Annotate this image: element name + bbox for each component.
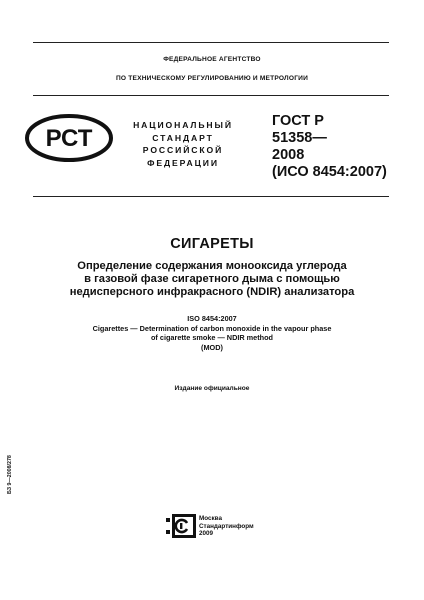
side-code: БЗ 9—2008/278 (7, 455, 13, 494)
gost-line-1: ГОСТ Р (272, 113, 324, 129)
national-line-1: НАЦИОНАЛЬНЫЙ (133, 120, 233, 130)
publisher-info (199, 515, 269, 538)
document-title: СИГАРЕТЫ (170, 236, 254, 252)
header-rule (33, 95, 389, 96)
publisher-name: Стандартинформ (199, 522, 254, 530)
gost-designation (272, 113, 417, 181)
gost-r-certification-mark-icon (24, 113, 114, 163)
standard-rule (33, 196, 389, 197)
national-line-3: РОССИЙСКОЙ (142, 145, 224, 155)
document-subtitle (40, 260, 384, 299)
gost-line-4: (ИСО 8454:2007) (272, 164, 387, 180)
iso-line-2: of cigarette smoke — NDIR method (150, 333, 274, 343)
standartinform-logo-icon (166, 514, 196, 538)
agency-line-2: ПО ТЕХНИЧЕСКОМУ РЕГУЛИРОВАНИЮ И МЕТРОЛОГИИ (115, 75, 309, 82)
logo-glyph: РСТ (45, 125, 93, 152)
iso-reference (20, 314, 404, 352)
edition-label: Издание официальное (174, 385, 250, 392)
agency-line-1: ФЕДЕРАЛЬНОЕ АГЕНТСТВО (163, 56, 261, 63)
top-rule (33, 42, 389, 43)
national-line-2: СТАНДАРТ (152, 132, 214, 143)
iso-line-3: (MOD) (201, 342, 223, 352)
subtitle-line-2: в газовой фазе сигаретного дыма с помощью (84, 273, 340, 285)
iso-code: ISO 8454:2007 (187, 314, 237, 323)
publisher-year: 2009 (199, 530, 214, 538)
subtitle-line-1: Определение содержания монооксида углерода (77, 260, 347, 272)
iso-line-1: Cigarettes — Determination of carbon monoxide in the vapour phase (92, 323, 332, 333)
publisher-city: Москва (199, 515, 222, 522)
gost-line-2: 51358— (272, 130, 327, 146)
subtitle-line-3: недисперсного инфракрасного (NDIR) анализатора (69, 286, 355, 298)
gost-line-3: 2008 (272, 147, 305, 163)
national-line-4: ФЕДЕРАЦИИ (147, 157, 219, 168)
national-standard-label (118, 119, 248, 169)
